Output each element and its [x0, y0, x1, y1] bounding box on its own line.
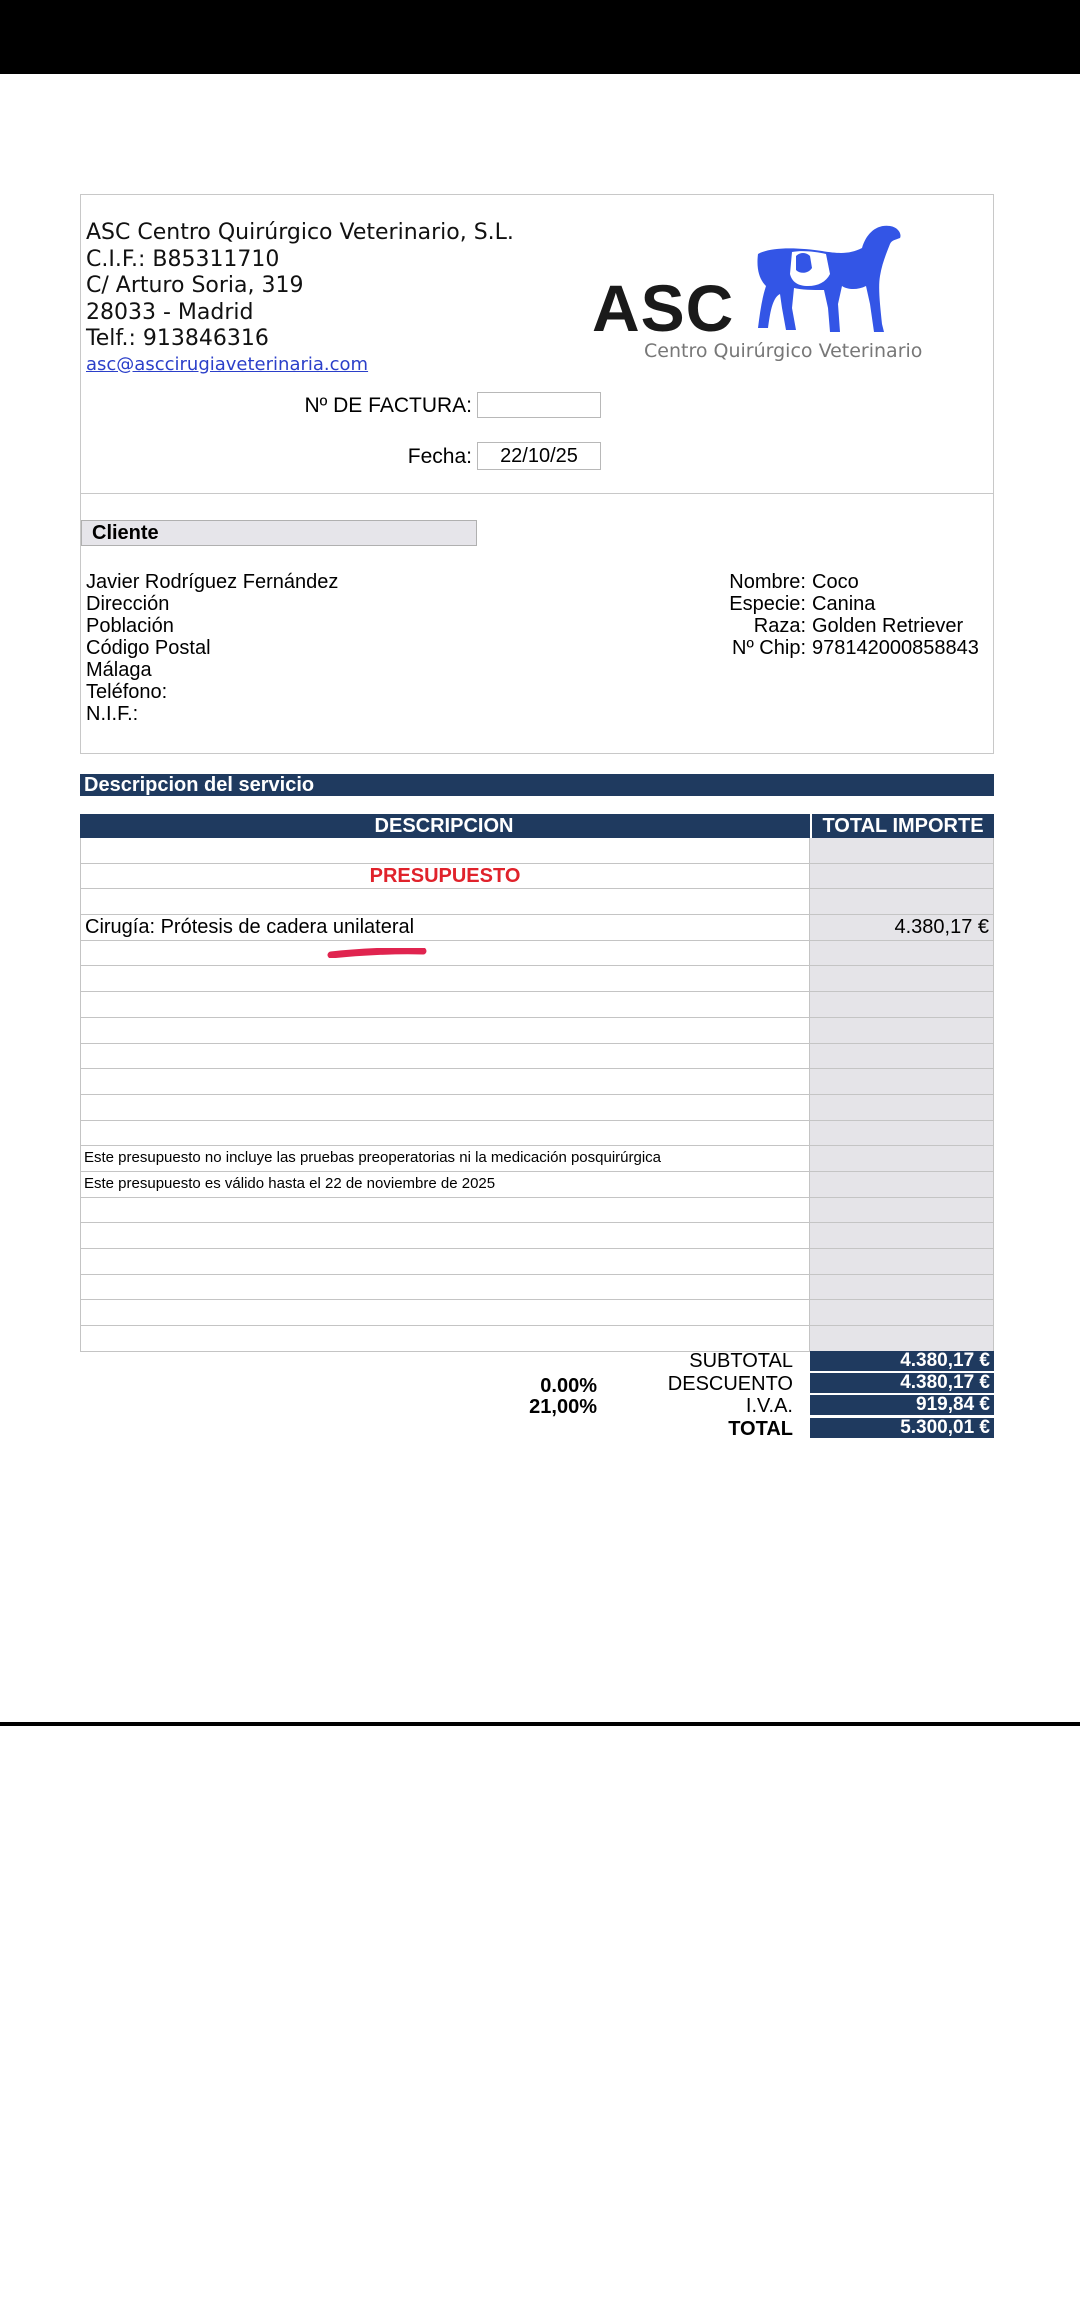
row-amount [809, 838, 993, 863]
table-row [80, 1249, 994, 1275]
row-description [85, 1326, 805, 1351]
row-description [85, 838, 805, 863]
row-description: Cirugía: Prótesis de cadera unilateral [85, 916, 415, 939]
subtotal-label: SUBTOTAL [689, 1350, 793, 1372]
company-city: 28033 - Madrid [86, 299, 254, 325]
row-amount [809, 889, 993, 914]
row-description [85, 1198, 805, 1223]
table-row [80, 941, 994, 967]
row-description [85, 1069, 805, 1094]
client-address-label: Dirección [86, 593, 170, 615]
company-info [86, 220, 514, 377]
row-description [85, 1223, 805, 1248]
table-row [80, 889, 994, 915]
patient-breed-value: Golden Retriever [812, 615, 964, 637]
table-row [80, 966, 994, 992]
col-description-header: DESCRIPCION [374, 815, 514, 837]
patient-species-label: Especie: [729, 593, 806, 615]
client-phone-label: Teléfono: [86, 681, 168, 703]
row-description [85, 889, 805, 914]
table-row [80, 1018, 994, 1044]
row-amount [809, 966, 993, 991]
row-description: Este presupuesto no incluye las pruebas preoperatorias ni la medicación posquirúrgica [84, 1149, 662, 1167]
client-province: Málaga [86, 659, 152, 681]
row-description [85, 966, 805, 991]
invoice-number-label: Nº DE FACTURA: [304, 394, 472, 417]
company-phone: Telf.: 913846316 [86, 326, 269, 351]
header-divider [80, 493, 994, 494]
company-name: ASC Centro Quirúrgico Veterinario, S.L. [86, 220, 514, 245]
table-row [80, 1146, 994, 1172]
row-amount [809, 864, 993, 889]
col-total-header: TOTAL IMPORTE [810, 814, 994, 838]
row-amount [809, 1300, 993, 1325]
patient-breed-label: Raza: [753, 615, 806, 637]
total-label: TOTAL [728, 1418, 793, 1440]
service-section-title: Descripcion del servicio [80, 774, 994, 796]
patient-labels [660, 571, 806, 659]
page-bottom-rule [0, 1722, 1080, 1726]
table-row [80, 1069, 994, 1095]
company-address: C/ Arturo Soria, 319 [86, 273, 304, 298]
row-description [85, 1121, 805, 1146]
row-description [85, 1018, 805, 1043]
patient-name-label: Nombre: [729, 571, 806, 593]
row-amount [809, 1146, 993, 1171]
row-description [85, 1249, 805, 1274]
row-description: PRESUPUESTO [369, 864, 521, 887]
row-amount [809, 1044, 993, 1069]
row-amount: 4.380,17 € [809, 915, 993, 940]
patient-values [812, 571, 979, 659]
company-cif: C.I.F.: B85311710 [86, 246, 280, 272]
table-row [80, 1095, 994, 1121]
discount-percent: 0.00% [540, 1375, 597, 1397]
patient-chip-label: Nº Chip: [732, 637, 806, 659]
row-description [85, 1275, 805, 1300]
total-value: 5.300,01 € [810, 1418, 994, 1438]
row-amount [809, 941, 993, 966]
dog-cat-logo-icon [752, 224, 902, 336]
date-field[interactable]: 22/10/25 [477, 442, 601, 470]
table-row [80, 864, 994, 890]
table-row [80, 1044, 994, 1070]
row-description: Este presupuesto es válido hasta el 22 de noviembre de 2025 [84, 1174, 496, 1192]
iva-value: 919,84 € [810, 1395, 994, 1415]
service-table-header [80, 814, 994, 838]
table-row [80, 1223, 994, 1249]
client-details [86, 571, 338, 725]
subtotal-value: 4.380,17 € [810, 1351, 994, 1371]
row-amount [809, 1172, 993, 1197]
table-row [80, 838, 994, 864]
service-table [80, 814, 994, 1352]
annotation-underline [327, 948, 427, 958]
row-amount [809, 1326, 993, 1351]
logo-subtitle: Centro Quirúrgico Veterinario [644, 340, 923, 362]
row-description [85, 1044, 805, 1069]
table-row [80, 1300, 994, 1326]
iva-label: I.V.A. [745, 1395, 793, 1417]
status-bar [0, 0, 1080, 74]
table-row [80, 1326, 994, 1352]
discount-value: 4.380,17 € [810, 1373, 994, 1393]
client-postal-label: Código Postal [86, 637, 211, 659]
table-row [80, 1172, 994, 1198]
patient-name-value: Coco [812, 571, 859, 593]
table-row [80, 992, 994, 1018]
client-nif-label: N.I.F.: [86, 703, 139, 725]
row-description [85, 992, 805, 1017]
row-description [85, 1300, 805, 1325]
row-amount [809, 1095, 993, 1120]
company-email-link[interactable]: asc@asccirugiaveterinaria.com [86, 353, 369, 375]
discount-label: DESCUENTO [667, 1373, 793, 1395]
row-amount [809, 1249, 993, 1274]
table-row [80, 915, 994, 941]
row-description [85, 1095, 805, 1120]
client-section-header: Cliente [81, 520, 477, 546]
row-description [85, 941, 805, 966]
iva-percent: 21,00% [529, 1396, 597, 1418]
row-amount [809, 1223, 993, 1248]
client-town-label: Población [86, 615, 174, 637]
logo-text: ASC [592, 271, 735, 345]
table-row [80, 1198, 994, 1224]
service-rows [80, 838, 994, 1352]
date-label: Fecha: [407, 445, 472, 468]
company-logo [592, 224, 932, 370]
row-amount [809, 1069, 993, 1094]
table-row [80, 1275, 994, 1301]
row-amount [809, 1198, 993, 1223]
client-name: Javier Rodríguez Fernández [86, 571, 339, 593]
row-amount [809, 1121, 993, 1146]
row-amount [809, 1018, 993, 1043]
table-row [80, 1121, 994, 1147]
patient-chip-value: 978142000858843 [812, 637, 979, 659]
invoice-number-field[interactable] [477, 392, 601, 418]
row-amount [809, 992, 993, 1017]
patient-species-value: Canina [812, 593, 876, 615]
row-amount [809, 1275, 993, 1300]
